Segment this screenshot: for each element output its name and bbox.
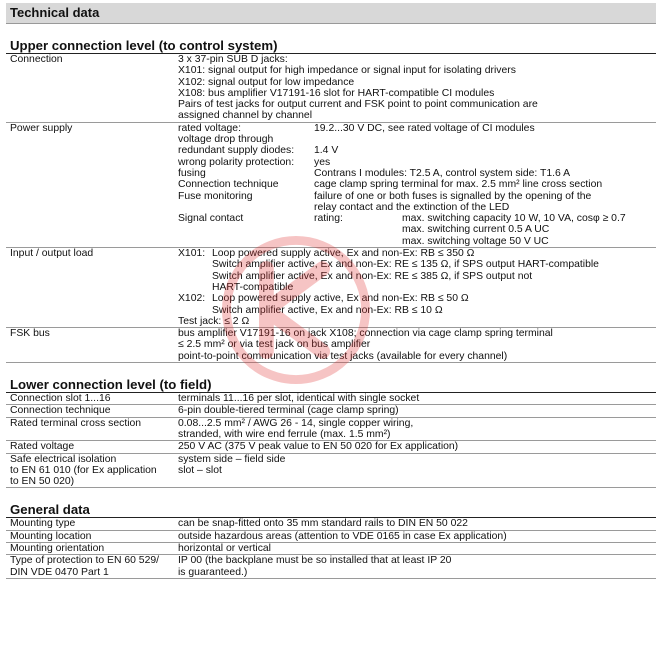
row-label bbox=[6, 518, 174, 530]
value-line: ≤ 2.5 mm² or via test jack on bus amplifier bbox=[178, 339, 371, 351]
row-label bbox=[6, 441, 174, 453]
label-line: DIN VDE 0470 Part 1 bbox=[10, 566, 109, 578]
rating-line: max. switching capacity 10 W, 10 VA, cosφ ≥ 0.7 bbox=[402, 213, 626, 225]
lower-section-heading: Lower connection level (to field) bbox=[6, 377, 656, 393]
row-value bbox=[174, 122, 656, 247]
spec-value: cage clamp spring terminal for max. 2.5 mm² line cross section bbox=[314, 179, 603, 191]
page-title: Technical data bbox=[6, 3, 656, 24]
general-section-heading: General data bbox=[6, 502, 656, 518]
rating-line: max. switching voltage 50 V UC bbox=[402, 235, 549, 247]
upper-table bbox=[6, 54, 656, 363]
general-row bbox=[6, 518, 656, 530]
value-line: IP 00 (the backplane must be so installed that at least IP 20 bbox=[178, 555, 452, 567]
lower-row bbox=[6, 405, 656, 417]
datasheet-page bbox=[6, 3, 656, 579]
row-fsk-bus bbox=[6, 328, 656, 363]
jack-label: X101: bbox=[178, 248, 206, 260]
value-line: 3 x 37-pin SUB D jacks: bbox=[178, 54, 288, 65]
general-table bbox=[6, 518, 656, 578]
row-label bbox=[6, 393, 174, 405]
row-label bbox=[6, 542, 174, 554]
label-line: Mounting orientation bbox=[10, 542, 105, 554]
spec-value: yes bbox=[314, 156, 331, 168]
lower-row bbox=[6, 393, 656, 405]
value-line: bus amplifier V17191-16 on jack X108; connection via cage clamp spring terminal bbox=[178, 328, 553, 340]
rating-label: rating: bbox=[314, 213, 343, 225]
row-label bbox=[6, 405, 174, 417]
label-line: Mounting type bbox=[10, 518, 76, 530]
value-line: system side – field side bbox=[178, 453, 286, 465]
value-line: stranded, with wire end ferrule (max. 1.5 mm²) bbox=[178, 428, 391, 440]
value-line: horizontal or vertical bbox=[178, 542, 271, 554]
lower-row bbox=[6, 441, 656, 453]
row-label bbox=[6, 417, 174, 441]
jack-label: X102: bbox=[178, 293, 206, 305]
row-value bbox=[174, 441, 656, 453]
row-value bbox=[174, 405, 656, 417]
row-label bbox=[6, 555, 174, 579]
label-line: Connection slot 1...16 bbox=[10, 393, 111, 405]
row-io-load bbox=[6, 248, 656, 328]
row-label: FSK bus bbox=[6, 328, 174, 363]
spec-key: Fuse monitoring bbox=[178, 190, 253, 202]
spec-value: 1.4 V bbox=[314, 145, 339, 157]
row-value bbox=[174, 417, 656, 441]
label-line: Safe electrical isolation bbox=[10, 453, 117, 465]
spec-value bbox=[314, 134, 654, 145]
io-grid bbox=[178, 248, 654, 316]
value-line: outside hazardous areas (attention to VDE 0165 in case Ex application) bbox=[178, 530, 507, 542]
spec-key bbox=[178, 202, 314, 213]
spec-key: redundant supply diodes: bbox=[178, 145, 295, 157]
row-label: Power supply bbox=[6, 122, 174, 247]
value-line: point-to-point communication via test jacks (available for every channel) bbox=[178, 350, 508, 362]
lower-table bbox=[6, 393, 656, 488]
label-line: to EN 50 020) bbox=[10, 476, 75, 488]
spec-value: 19.2...30 V DC, see rated voltage of CI modules bbox=[314, 122, 535, 134]
value-line: can be snap-fitted onto 35 mm standard rails to DIN EN 50 022 bbox=[178, 518, 468, 530]
row-value bbox=[174, 248, 656, 328]
row-value bbox=[174, 518, 656, 530]
label-line: Mounting location bbox=[10, 530, 92, 542]
value-line: X108: bus amplifier V17191-16 slot for HART-compatible CI modules bbox=[178, 87, 495, 99]
value-line: 6-pin double-tiered terminal (cage clamp spring) bbox=[178, 405, 399, 417]
lower-row bbox=[6, 453, 656, 488]
general-row bbox=[6, 530, 656, 542]
row-connection bbox=[6, 54, 656, 122]
value-line: 250 V AC (375 V peak value to EN 50 020 for Ex application) bbox=[178, 441, 459, 453]
value-line: is guaranteed.) bbox=[178, 566, 248, 578]
spec-key: fusing bbox=[178, 167, 206, 179]
row-label: Input / output load bbox=[6, 248, 174, 328]
row-value bbox=[174, 530, 656, 542]
signal-contact-grid bbox=[314, 213, 654, 247]
row-label bbox=[6, 453, 174, 488]
value-line: X101: signal output for high impedance or signal input for isolating drivers bbox=[178, 65, 516, 77]
value-line: Pairs of test jacks for output current and FSK point to point communication are bbox=[178, 99, 538, 111]
value-line: HART-compatible bbox=[212, 281, 294, 293]
spec-key: Signal contact bbox=[178, 213, 244, 225]
label-line: to EN 61 010 (for Ex application bbox=[10, 464, 157, 476]
spec-value: relay contact and the extinction of the LED bbox=[314, 201, 510, 213]
row-value bbox=[174, 542, 656, 554]
spec-value: Contrans I modules: T2.5 A, control system side: T1.6 A bbox=[314, 167, 571, 179]
general-row bbox=[6, 542, 656, 554]
value-line: Switch amplifier active, Ex and non-Ex: RE ≤ 135 Ω, if SPS output HART-compatible bbox=[212, 259, 599, 271]
spec-key: rated voltage: bbox=[178, 122, 241, 134]
value-line: 0.08...2.5 mm² / AWG 26 - 14, single copper wiring, bbox=[178, 417, 414, 429]
general-row bbox=[6, 555, 656, 579]
spec-key: Connection technique bbox=[178, 179, 279, 191]
label-line: Rated terminal cross section bbox=[10, 417, 142, 429]
spec-key: wrong polarity protection: bbox=[178, 156, 295, 168]
value-line: X102: signal output for low impedance bbox=[178, 76, 355, 88]
rating-line: max. switching current 0.5 A UC bbox=[402, 224, 550, 236]
value-line: Loop powered supply active, Ex and non-Ex: RB ≤ 50 Ω bbox=[212, 293, 469, 305]
value-line: terminals 11...16 per slot, identical with single socket bbox=[178, 393, 420, 405]
row-value bbox=[174, 453, 656, 488]
row-value bbox=[174, 555, 656, 579]
row-label bbox=[6, 530, 174, 542]
value-line: Switch amplifier active, Ex and non-Ex: RB ≤ 10 Ω bbox=[212, 304, 443, 316]
row-label: Connection bbox=[6, 54, 174, 122]
upper-section-heading: Upper connection level (to control system) bbox=[6, 38, 656, 54]
row-power-supply bbox=[6, 122, 656, 247]
label-line: Connection technique bbox=[10, 405, 111, 417]
row-value bbox=[174, 54, 656, 122]
power-supply-grid bbox=[178, 123, 654, 247]
spec-value: failure of one or both fuses is signalled by the opening of the bbox=[314, 190, 592, 202]
value-line: assigned channel by channel bbox=[178, 110, 313, 122]
label-line: Rated voltage bbox=[10, 441, 75, 453]
value-line: slot – slot bbox=[178, 464, 222, 476]
label-line: Type of protection to EN 60 529/ bbox=[10, 555, 160, 567]
test-jack-line: Test jack: ≤ 2 Ω bbox=[178, 315, 250, 327]
value-line: Switch amplifier active, Ex and non-Ex: RE ≤ 385 Ω, if SPS output not bbox=[212, 270, 533, 282]
lower-row bbox=[6, 417, 656, 441]
value-line: Loop powered supply active, Ex and non-Ex: RB ≤ 350 Ω bbox=[212, 248, 475, 260]
row-value bbox=[174, 393, 656, 405]
spec-key: voltage drop through bbox=[178, 134, 274, 146]
row-value bbox=[174, 328, 656, 363]
